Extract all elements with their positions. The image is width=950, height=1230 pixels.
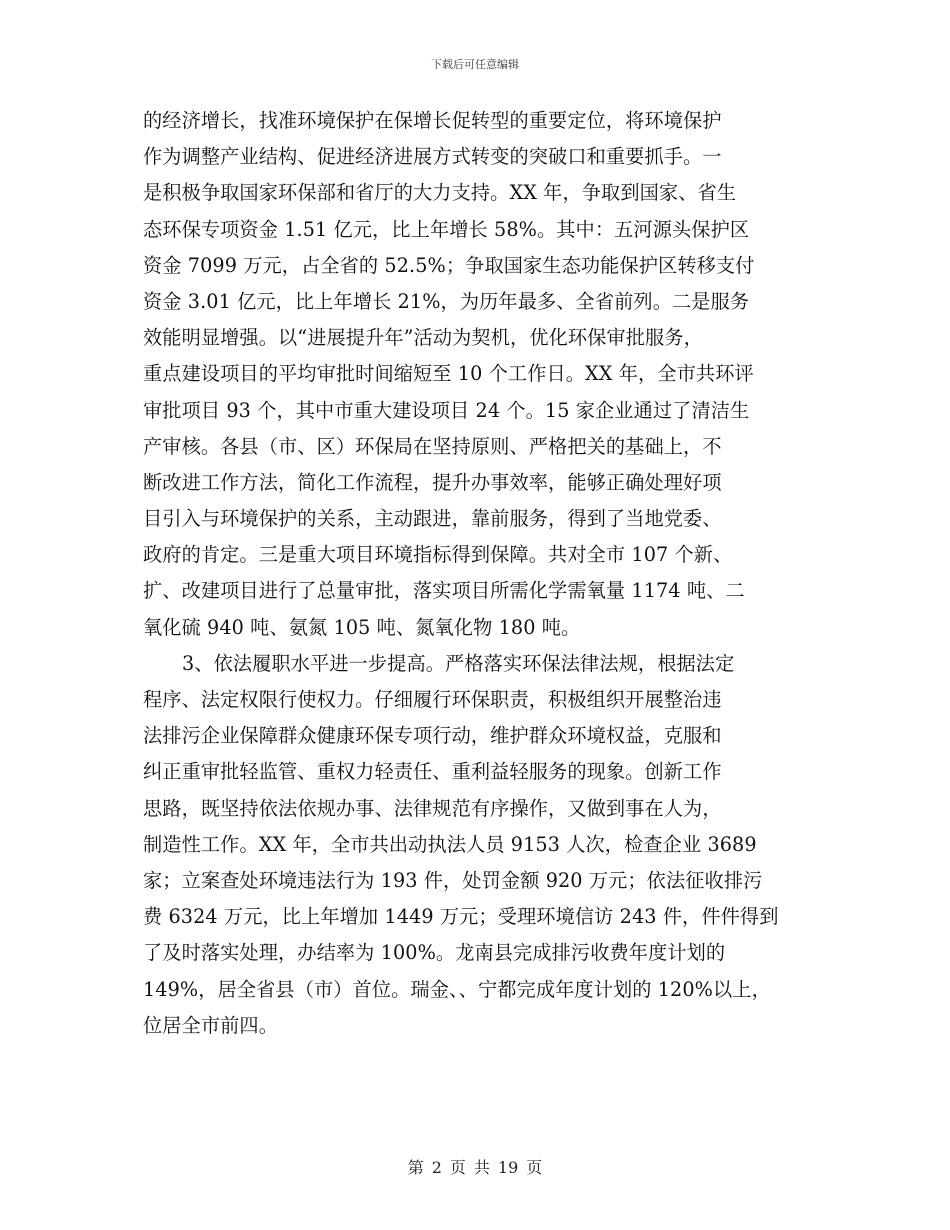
text-line: 政府的肯定。三是重大项目环境指标得到保障。共对全市 107 个新、 (143, 543, 733, 567)
page-number-current: 2 (431, 1158, 442, 1177)
footer-label-page: 页 (449, 1158, 466, 1177)
text-line: 了及时落实处理，办结率为 100%。龙南县完成排污收费年度计划的 (143, 941, 726, 965)
body-text (143, 103, 808, 1044)
text-line: 的经济增长，找准环境保护在保增长促转型的重要定位，将环境保护 (143, 109, 722, 132)
text-line: 氧化硫 940 吨、氨氮 105 吨、氮氧化物 180 吨。 (143, 615, 581, 639)
paragraph (143, 646, 808, 1044)
text-line: 重点建设项目的平均审批时间缩短至 10 个工作日。XX 年，全市共环评 (143, 362, 754, 386)
text-line: 是积极争取国家环保部和省厅的大力支持。XX 年，争取到国家、省生 (143, 181, 737, 205)
text-line: 审批项目 93 个，其中市重大建设项目 24 个。15 家企业通过了清洁生 (143, 398, 750, 422)
text-line: 思路，既坚持依法依规办事、法律规范有序操作，又做到事在人为， (143, 796, 722, 820)
text-line: 产审核。各县（市、区）环保局在坚持原则、严格把关的基础上，不 (143, 434, 722, 458)
text-line: 制造性工作。XX 年，全市共出动执法人员 9153 人次，检查企业 3689 (143, 832, 757, 856)
text-line: 程序、法定权限行使权力。仔细履行环保职责，积极组织开展整治违 (143, 688, 722, 711)
text-line: 法排污企业保障群众健康环保专项行动，维护群众环境权益，克服和 (143, 724, 722, 748)
text-line: 作为调整产业结构、促进经济进展方式转变的突破口和重要抓手。一 (143, 145, 722, 169)
page-number-total: 19 (497, 1158, 519, 1177)
text-line: 断改进工作方法，简化工作流程，提升办事效率，能够正确处理好项 (143, 470, 722, 494)
text-line: 目引入与环境保护的关系，主动跟进，靠前服务，得到了当地党委、 (143, 507, 722, 531)
text-line: 位居全市前四。 (143, 1013, 279, 1037)
page-header: 下载后可任意编辑 (431, 58, 519, 71)
footer-label-suffix: 页 (526, 1158, 543, 1177)
page-footer (0, 1155, 950, 1178)
text-line: 家；立案查处环境违法行为 193 件，处罚金额 920 万元；依法征收排污 (143, 868, 763, 892)
text-line: 149%，居全省县（市）首位。瑞金、、宁都完成年度计划的 120%以上， (143, 977, 771, 1001)
text-line: 态环保专项资金 1.51 亿元，比上年增长 58%。其中：五河源头保护区 (143, 217, 750, 241)
text-line: 3、依法履职水平进一步提高。严格落实环保法律法规，根据法定 (182, 651, 735, 675)
text-line: 纠正重审批轻监管、重权力轻责任、重利益轻服务的现象。创新工作 (143, 760, 722, 784)
text-line: 资金 3.01 亿元，比上年增长 21%，为历年最多、全省前列。二是服务 (143, 289, 750, 313)
footer-label-prefix: 第 (407, 1158, 424, 1177)
text-line: 资金 7099 万元，占全省的 52.5%；争取国家生态功能保护区转移支付 (143, 253, 755, 277)
footer-label-total: 共 (473, 1158, 490, 1177)
paragraph (143, 103, 808, 646)
text-line: 效能明显增强。以“进展提升年”活动为契机，优化环保审批服务， (143, 326, 703, 350)
text-line: 扩、改建项目进行了总量审批，落实项目所需化学需氧量 1174 吨、二 (143, 579, 745, 603)
text-line: 费 6324 万元，比上年增加 1449 万元；受理环境信访 243 件，件件得到 (143, 905, 779, 929)
